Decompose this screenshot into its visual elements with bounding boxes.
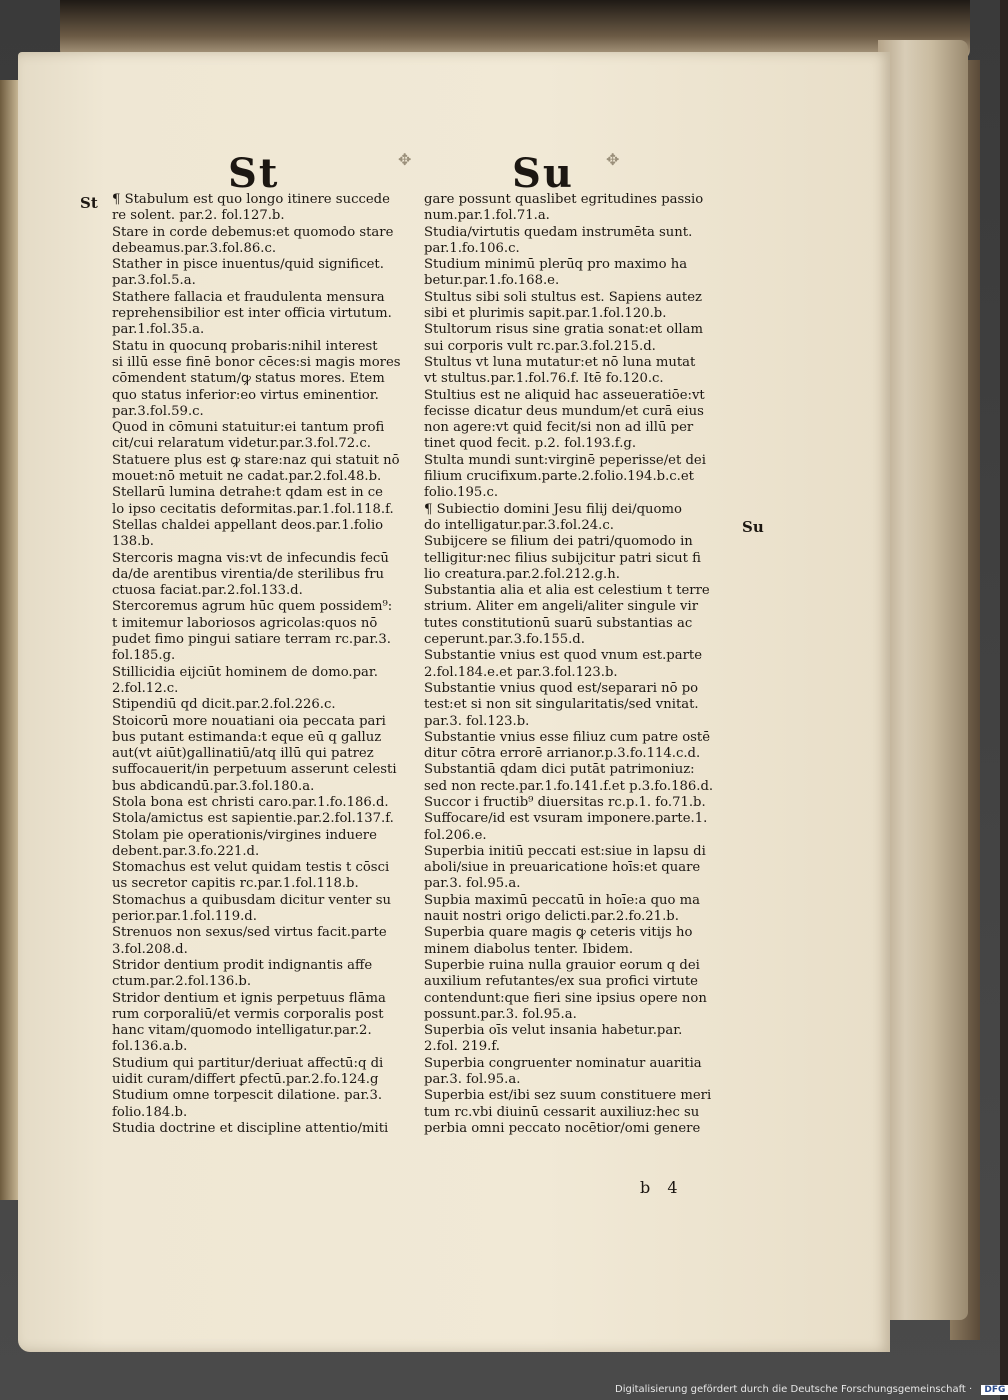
index-entry-line: Stellarū lumina detrahe:t qdam est in ce bbox=[112, 485, 383, 501]
index-entry-line: folio.195.c. bbox=[424, 485, 499, 501]
index-entry-line: Quod in cōmuni statuitur:ei tantum profi bbox=[112, 420, 385, 436]
index-entry-line: perbia omni peccato nocētior/omi genere bbox=[424, 1120, 701, 1136]
index-entry-line: Statu in quocunq probaris:nihil interest bbox=[112, 338, 378, 354]
index-entry-line: Supbia maximū peccatū in hoīe:a quo ma bbox=[424, 892, 701, 908]
index-entry-line: aut(vt aiūt)gallinatiū/atq illū qui patrez bbox=[112, 746, 374, 762]
index-entry-line: Stola/amictus est sapientie.par.2.fol.137.f. bbox=[112, 811, 394, 827]
index-entry-line: reprehensibilior est inter officia virtutum. bbox=[112, 306, 392, 322]
index-entry-line: test:et si non sit singularitatis/sed vnitat. bbox=[424, 697, 699, 713]
index-entry-line: ditur cōtra errorē arrianor.p.3.fo.114.c.d. bbox=[424, 746, 701, 762]
index-entry-line: perior.par.1.fol.119.d. bbox=[112, 909, 257, 925]
index-entry-line: non agere:vt quid fecit/si non ad illū per bbox=[424, 420, 694, 436]
index-entry-line: Stellas chaldei appellant deos.par.1.folio bbox=[112, 517, 384, 533]
index-column-left bbox=[112, 192, 412, 1137]
index-entry-line: 2.fol.184.e.et par.3.fol.123.b. bbox=[424, 664, 618, 680]
index-entry-line: lio creatura.par.2.fol.212.g.h. bbox=[424, 566, 620, 582]
index-entry-line: Stultorum risus sine gratia sonat:et ollam bbox=[424, 322, 704, 338]
index-entry-line: filium crucifixum.parte.2.folio.194.b.c.et bbox=[424, 469, 694, 485]
index-entry-line: ctum.par.2.fol.136.b. bbox=[112, 974, 252, 990]
index-entry-line: Substantie vnius esse filiuz cum patre ostē bbox=[424, 729, 711, 745]
margin-tag-right: Su bbox=[742, 518, 764, 536]
ornament-icon: ✥ bbox=[606, 150, 620, 169]
index-entry-line: ctuosa faciat.par.2.fol.133.d. bbox=[112, 583, 303, 599]
index-entry-line: folio.184.b. bbox=[112, 1104, 188, 1120]
index-entry-line: Studium omne torpescit dilatione. par.3. bbox=[112, 1088, 383, 1104]
index-entry-line: Stathere fallacia et fraudulenta mensura bbox=[112, 289, 385, 305]
index-entry-line: Succor i fructib⁹ diuersitas rc.p.1. fo.71.b. bbox=[424, 794, 706, 810]
index-entry-line: ¶ Subiectio domini Jesu filij dei/quomo bbox=[424, 501, 682, 517]
index-entry-line: Superbie ruina nulla grauior eorum q dei bbox=[424, 957, 700, 973]
digitization-credit bbox=[615, 1384, 1008, 1395]
index-entry-line: Stercoremus agrum hūc quem possidem⁹: bbox=[112, 599, 393, 615]
index-entry-line: hanc vitam/quomodo intelligatur.par.2. bbox=[112, 1023, 372, 1039]
index-entry-line: fol.206.e. bbox=[424, 827, 487, 843]
index-entry-line: Superbia congruenter nominatur auaritia bbox=[424, 1055, 702, 1071]
index-entry-line: ¶ Stabulum est quo longo itinere succede bbox=[112, 192, 390, 207]
index-entry-line: us secretor capitis rc.par.1.fol.118.b. bbox=[112, 876, 359, 892]
index-entry-line: Studia doctrine et discipline attentio/miti bbox=[112, 1120, 389, 1136]
index-entry-line: telligitur:nec filius subijcitur patri sicut fi bbox=[424, 550, 701, 566]
index-entry-line: uidit curam/differt ꝑfectū.par.2.fo.124.g bbox=[112, 1072, 379, 1088]
book-cover-top bbox=[60, 0, 970, 60]
index-entry-line: par.3. fol.95.a. bbox=[424, 1072, 521, 1088]
index-entry-line: Statuere plus est ꝙ stare:naz qui statuit nō bbox=[112, 452, 400, 468]
index-entry-line: Stoicorū more nouatiani oia peccata pari bbox=[112, 713, 386, 729]
index-entry-line: tinet quod fecit. p.2. fol.193.f.g. bbox=[424, 436, 637, 452]
dfg-logo: DFG bbox=[981, 1385, 1008, 1395]
index-entry-line: cit/cui relaratum videtur.par.3.fol.72.c. bbox=[112, 436, 371, 452]
credit-text: Digitalisierung gefördert durch die Deutsche Forschungsgemeinschaft · bbox=[615, 1384, 973, 1395]
index-entry-line: Subijcere se filium dei patri/quomodo in bbox=[424, 534, 693, 550]
running-head-left: St bbox=[228, 150, 280, 197]
index-entry-line: Strenuos non sexus/sed virtus facit.parte bbox=[112, 925, 387, 941]
index-entry-line: Stomachus est velut quidam testis t cōsci bbox=[112, 860, 390, 876]
index-entry-line: sui corporis vult rc.par.3.fol.215.d. bbox=[424, 338, 656, 354]
index-column-right bbox=[424, 192, 724, 1137]
margin-tag-left: St bbox=[80, 194, 98, 212]
index-entry-line: vt stultus.par.1.fol.76.f. Itē fo.120.c. bbox=[424, 371, 664, 387]
index-entry-line: quo status inferior:eo virtus eminentior. bbox=[112, 387, 379, 403]
index-entry-line: aboli/siue in preuaricatione hoīs:et quare bbox=[424, 860, 701, 876]
index-entry-line: fol.185.g. bbox=[112, 648, 176, 664]
index-entry-line: Stola bona est christi caro.par.1.fo.186.d. bbox=[112, 794, 389, 810]
index-entry-line: Studium minimū plerūq pro maximo ha bbox=[424, 257, 688, 273]
index-entry-line: Stridor dentium et ignis perpetuus flāma bbox=[112, 990, 386, 1006]
index-entry-line: suffocauerit/in perpetuum asserunt celesti bbox=[112, 762, 397, 778]
index-entry-line: Superbia initiū peccati est:siue in lapsu di bbox=[424, 843, 706, 859]
index-entry-line: lo ipso cecitatis deformitas.par.1.fol.118.f. bbox=[112, 501, 394, 517]
index-entry-line: par.3. fol.95.a. bbox=[424, 876, 521, 892]
signature-mark: b 4 bbox=[640, 1178, 684, 1197]
index-entry-line: 2.fol. 219.f. bbox=[424, 1039, 500, 1055]
index-entry-line: par.3.fol.5.a. bbox=[112, 273, 196, 289]
index-entry-line: re solent. par.2. fol.127.b. bbox=[112, 208, 285, 224]
index-entry-line: num.par.1.fol.71.a. bbox=[424, 208, 550, 224]
index-entry-line: do intelligatur.par.3.fol.24.c. bbox=[424, 517, 614, 533]
index-entry-line: Stomachus a quibusdam dicitur venter su bbox=[112, 892, 392, 908]
index-entry-line: rum corporaliū/et vermis corporalis post bbox=[112, 1006, 384, 1022]
index-entry-line: Stipendiū qd dicit.par.2.fol.226.c. bbox=[112, 697, 336, 713]
index-entry-line: bus putant estimanda:t eque eū q galluz bbox=[112, 729, 382, 745]
index-entry-line: Stridor dentium prodit indignantis affe bbox=[112, 957, 373, 973]
index-entry-line: possunt.par.3. fol.95.a. bbox=[424, 1006, 577, 1022]
index-entry-line: Substantiā qdam dici putāt patrimoniuz: bbox=[424, 762, 695, 778]
index-entry-line: debent.par.3.fo.221.d. bbox=[112, 843, 260, 859]
index-entry-line: par.3. fol.123.b. bbox=[424, 713, 530, 729]
index-entry-line: par.1.fo.106.c. bbox=[424, 240, 520, 256]
index-entry-line: Stillicidia eijciūt hominem de domo.par. bbox=[112, 664, 378, 680]
index-entry-line: Stolam pie operationis/virgines induere bbox=[112, 827, 377, 843]
index-entry-line: minem diabolus tenter. Ibidem. bbox=[424, 941, 634, 957]
index-entry-line: Stultus sibi soli stultus est. Sapiens autez bbox=[424, 289, 702, 305]
index-entry-line: debeamus.par.3.fol.86.c. bbox=[112, 240, 277, 256]
index-entry-line: tutes constitutionū suarū substantias ac bbox=[424, 615, 693, 631]
index-entry-line: pudet fimo pingui satiare terram rc.par.3. bbox=[112, 632, 391, 648]
index-entry-line: 2.fol.12.c. bbox=[112, 680, 179, 696]
index-entry-line: sibi et plurimis sapit.par.1.fol.120.b. bbox=[424, 306, 667, 322]
index-entry-line: sed non recte.par.1.fo.141.f.et p.3.fo.186.d. bbox=[424, 778, 714, 794]
index-entry-line: Superbia quare magis ꝙ ceteris vitijs ho bbox=[424, 925, 693, 941]
index-entry-line: auxilium refutantes/ex sua profici virtute bbox=[424, 974, 698, 990]
index-entry-line: contendunt:que fieri sine ipsius opere non bbox=[424, 990, 707, 1006]
index-entry-line: bus abdicandū.par.3.fol.180.a. bbox=[112, 778, 315, 794]
running-head-right: Su bbox=[512, 150, 574, 197]
index-entry-line: Stare in corde debemus:et quomodo stare bbox=[112, 224, 394, 240]
ornament-icon: ✥ bbox=[398, 150, 412, 169]
index-entry-line: mouet:nō metuit ne cadat.par.2.fol.48.b. bbox=[112, 469, 382, 485]
index-entry-line: par.3.fol.59.c. bbox=[112, 403, 204, 419]
index-entry-line: fol.136.a.b. bbox=[112, 1039, 188, 1055]
index-entry-line: 3.fol.208.d. bbox=[112, 941, 188, 957]
index-entry-line: da/de arentibus virentia/de sterilibus fru bbox=[112, 566, 384, 582]
index-entry-line: Studium qui partitur/deriuat affectū:q di bbox=[112, 1055, 384, 1071]
index-entry-line: gare possunt quaslibet egritudines passio bbox=[424, 192, 704, 207]
index-entry-line: betur.par.1.fo.168.e. bbox=[424, 273, 560, 289]
index-entry-line: Stercoris magna vis:vt de infecundis fecū bbox=[112, 550, 389, 566]
index-entry-line: Superbia est/ibi sez suum constituere meri bbox=[424, 1088, 712, 1104]
index-entry-line: t imitemur laboriosos agricolas:quos nō bbox=[112, 615, 378, 631]
index-entry-line: fecisse dicatur deus mundum/et curā eius bbox=[424, 403, 704, 419]
index-entry-line: Substantie vnius est quod vnum est.parte bbox=[424, 648, 702, 664]
index-entry-line: Stather in pisce inuentus/quid significet. bbox=[112, 257, 384, 273]
index-entry-line: Suffocare/id est vsuram imponere.parte.1. bbox=[424, 811, 708, 827]
index-entry-line: cōmendent statum/ꝙ status mores. Etem bbox=[112, 371, 385, 387]
index-entry-line: Stulta mundi sunt:virginē peperisse/et dei bbox=[424, 452, 706, 468]
index-entry-line: ceperunt.par.3.fo.155.d. bbox=[424, 632, 585, 648]
index-entry-line: nauit nostri origo delicti.par.2.fo.21.b. bbox=[424, 909, 679, 925]
index-entry-line: 138.b. bbox=[112, 534, 154, 550]
index-entry-line: Substantia alia et alia est celestium t terre bbox=[424, 583, 710, 599]
index-entry-line: si illū esse finē bonor cēces:si magis mores bbox=[112, 354, 401, 370]
book-fore-edge bbox=[878, 40, 968, 1320]
index-entry-line: Superbia oīs velut insania habetur.par. bbox=[424, 1023, 683, 1039]
index-entry-line: tum rc.vbi diuinū cessarit auxiliuz:hec su bbox=[424, 1104, 700, 1120]
index-entry-line: par.1.fol.35.a. bbox=[112, 322, 205, 338]
index-entry-line: Stultus vt luna mutatur:et nō luna mutat bbox=[424, 354, 696, 370]
index-entry-line: Stultius est ne aliquid hac asseueratiōe:vt bbox=[424, 387, 705, 403]
index-entry-line: strium. Aliter em angeli/aliter singule vir bbox=[424, 599, 699, 615]
index-entry-line: Substantie vnius quod est/separari nō po bbox=[424, 680, 699, 696]
index-entry-line: Studia/virtutis quedam instrumēta sunt. bbox=[424, 224, 693, 240]
